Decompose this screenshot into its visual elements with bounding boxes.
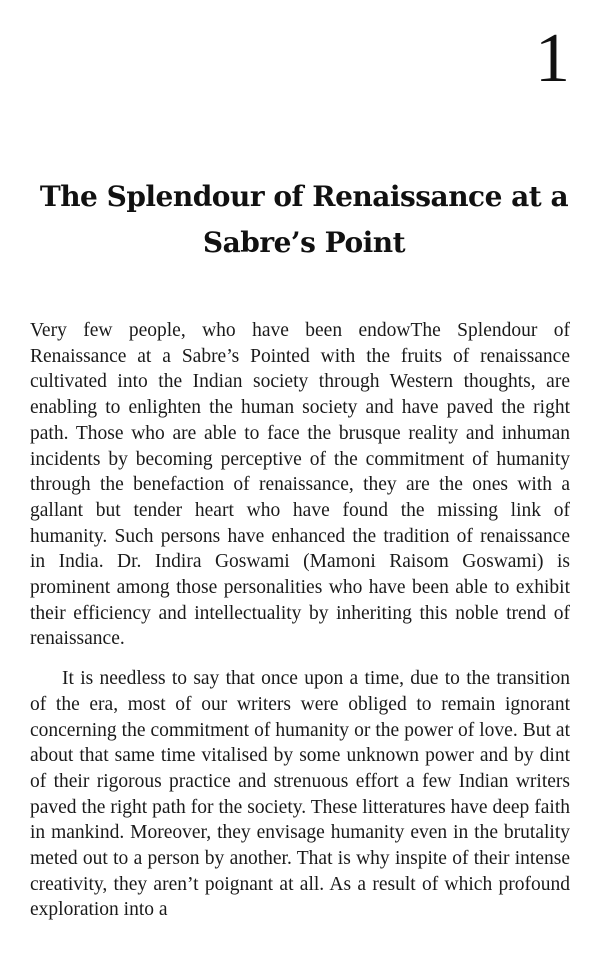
chapter-title: The Splendour of Renaissance at a Sabre’s Point (39, 180, 569, 259)
chapter-number: 1 (535, 20, 570, 97)
body-paragraph: It is needless to say that once upon a time, due to the transition of the era, most of our writers were obliged to remain ignorant concerning the commitment of humanity or the power of love. But at about that same time vitalised by some unknown power and by dint of their rigorous practice and strenuous effort a few Indian writers paved the right path for the society. These litteratures have deep faith in mankind. Moreover, they envisage humanity even in the brutality meted out to a person by another. That is why inspite of their intense creativity, they aren’t poignant at all. As a result of which profound exploration into a (30, 668, 570, 921)
chapter-body (30, 318, 570, 923)
body-paragraph: Very few people, who have been endowThe Splendour of Renaissance at a Sabre’s Pointed with the fruits of renaissance cultivated into the Indian society through Western thoughts, are enabling to enlighten the human society and have paved the right path. Those who are able to face the brusque reality and inhuman incidents by becoming perceptive of the commitment of humanity through the benefaction of renaissance, they are the ones with a gallant but tender heart who have found the missing link of humanity. Such persons have enhanced the tradition of renaissance in India. Dr. Indira Goswami (Mamoni Raisom Goswami) is prominent among those personalities who have been able to exhibit their efficiency and intellectuality by inheriting this noble trend of renaissance. (30, 320, 570, 650)
